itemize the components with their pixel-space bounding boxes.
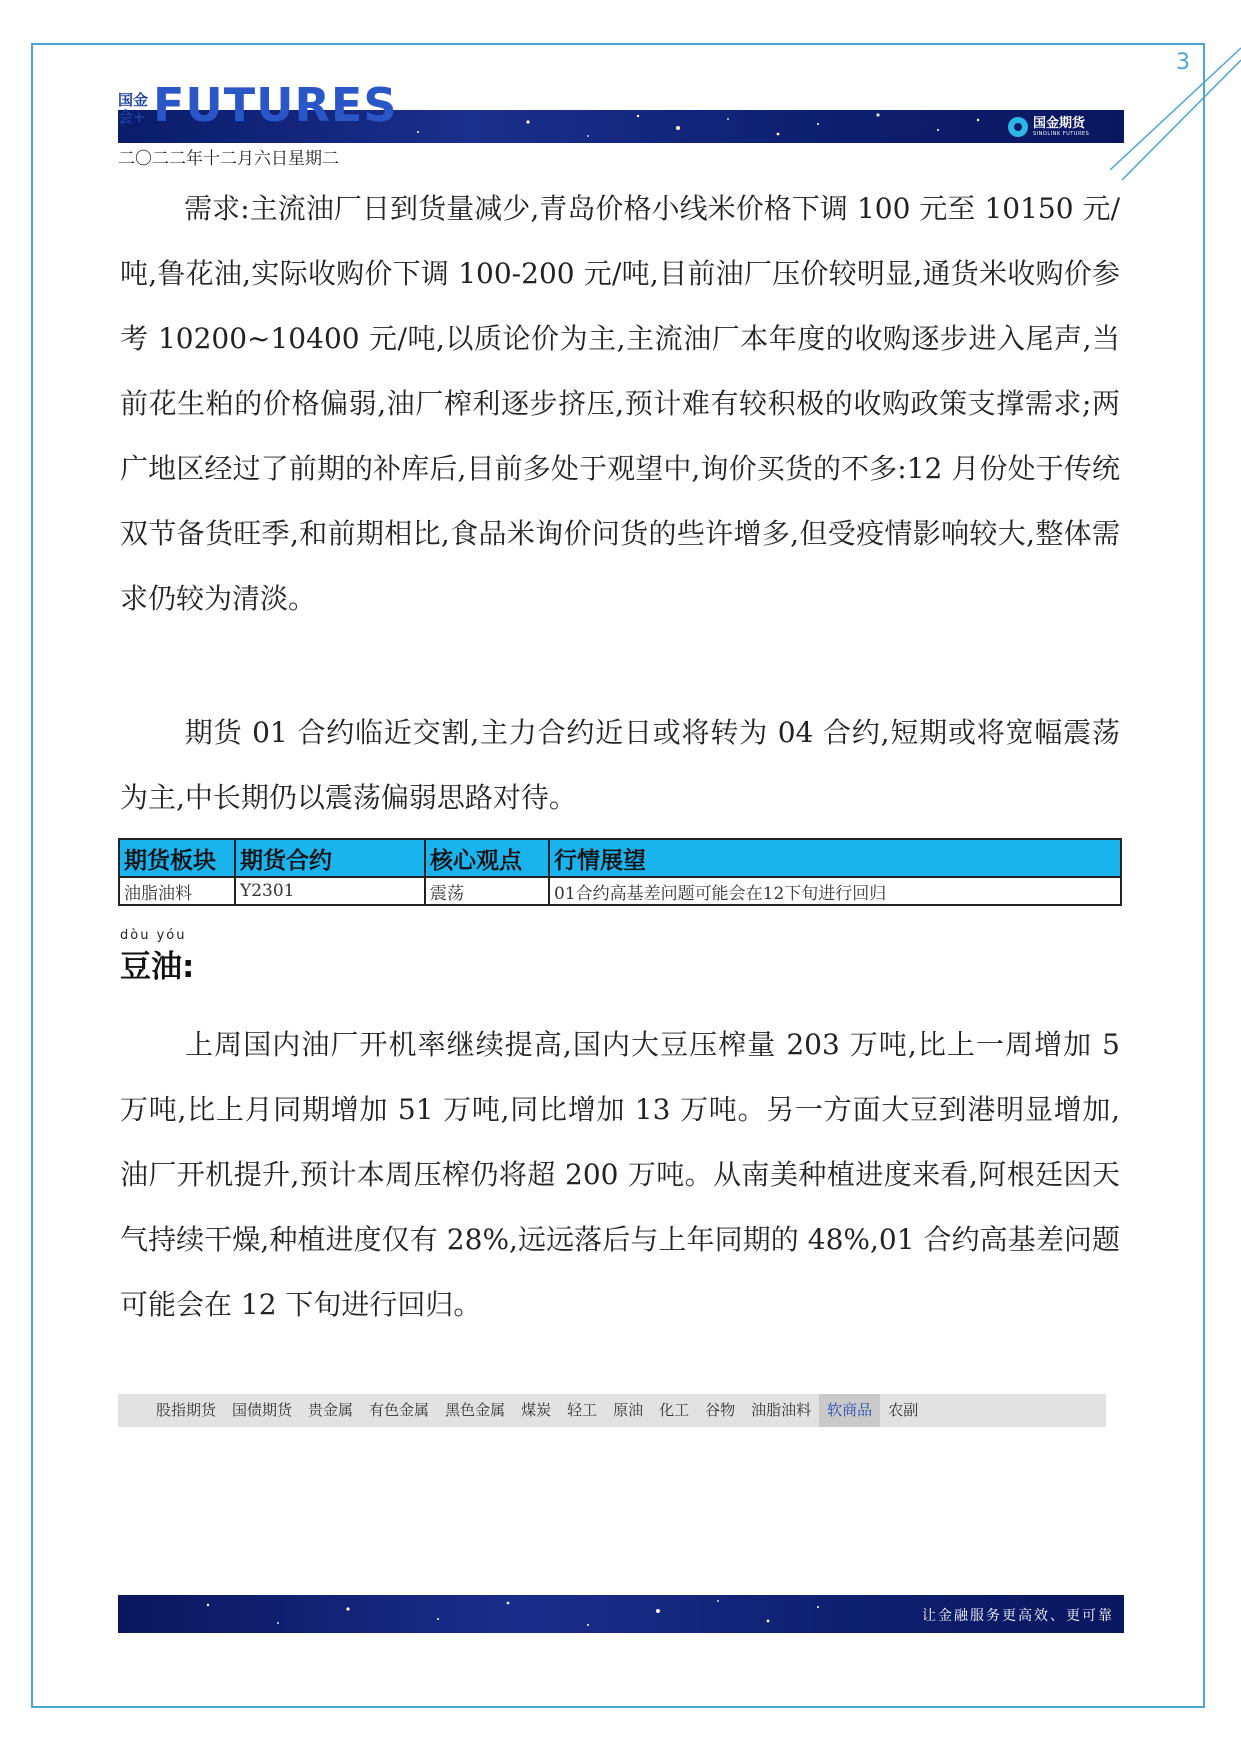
nav-item-active[interactable]: 软商品: [819, 1394, 880, 1427]
nav-item[interactable]: 有色金属: [369, 1401, 430, 1419]
table-row: [119, 877, 1121, 905]
brand-logo: [1008, 113, 1089, 141]
nav-item[interactable]: 贵金属: [308, 1401, 354, 1419]
nav-item[interactable]: 农副: [888, 1401, 919, 1419]
nav-item[interactable]: 黑色金属: [445, 1401, 506, 1419]
table-header-outlook: 行情展望: [549, 839, 1121, 877]
table-cell-sector: 油脂油料: [119, 877, 235, 905]
logo-futures-wordmark: FUTURES: [153, 78, 398, 132]
report-date: 二〇二二年十二月六日星期二: [118, 149, 339, 169]
soybean-oil-section-heading: [120, 928, 194, 986]
brand-name-en: SINOLINK FUTURES: [1033, 131, 1090, 137]
brand-name-cn: 国金期货: [1033, 116, 1086, 131]
demand-text: 需求:主流油厂日到货量减少,青岛价格小线米价格下调 100 元至 10150 元/吨,鲁花油,实际收购价下调 100-200 元/吨,目前油厂压价较明显,通货米收购价参考 10200~10400 元/吨,以质论价为主,主流油厂本年度的收购逐步进入尾声,当前花生粕的价格偏弱,油厂榨利逐步挤压,预计难有较积极的收购政策支撑需求;两广地区经过了前期的补库后,目前多处于观望中,询价买货的不多:12 月份处于传统双节备货旺季,和前期相比,食品米询价问货的些许增多,但受疫情影响较大,整体需求仍较为清淡。: [120, 192, 1120, 615]
table-header-view: 核心观点: [425, 839, 549, 877]
nav-item[interactable]: 国债期货: [232, 1401, 293, 1419]
table-header-row: [119, 839, 1121, 877]
section-title: 豆油:: [120, 949, 195, 985]
page-number: 3: [1176, 50, 1190, 75]
logo-chinese: 国金会+: [118, 91, 149, 126]
futures-text: 期货 01 合约临近交割,主力合约近日或将转为 04 合约,短期或将宽幅震荡为主,中长期仍以震荡偏弱思路对待。: [120, 716, 1120, 814]
nav-item[interactable]: 化工: [659, 1401, 690, 1419]
nav-item[interactable]: 原油: [613, 1401, 644, 1419]
futures-paragraph: [120, 700, 1120, 830]
category-nav: [118, 1394, 1106, 1427]
nav-item[interactable]: 股指期货: [156, 1401, 217, 1419]
brand-circle-icon: [1008, 117, 1028, 137]
soy-text: 上周国内油厂开机率继续提高,国内大豆压榨量 203 万吨,比上一周增加 5 万吨,比上月同期增加 51 万吨,同比增加 13 万吨。另一方面大豆到港明显增加,油厂开机提升,预计本周压榨仍将超 200 万吨。从南美种植进度来看,阿根廷因天气持续干燥,种植进度仅有 28%,远远落后与上年同期的 48%,01 合约高基差问题可能会在 12 下旬进行回归。: [120, 1028, 1120, 1321]
table-cell-view: 震荡: [425, 877, 549, 905]
footer-banner: [118, 1595, 1124, 1633]
nav-item[interactable]: 煤炭: [521, 1401, 552, 1419]
table-cell-outlook: 01合约高基差问题可能会在12下旬进行回归: [549, 877, 1121, 905]
table-header-contract: 期货合约: [235, 839, 425, 877]
table-cell-contract: Y2301: [235, 877, 425, 905]
nav-item[interactable]: 轻工: [567, 1401, 598, 1419]
nav-item[interactable]: 谷物: [705, 1401, 736, 1419]
corner-decoration: [1110, 40, 1241, 180]
section-pinyin: dòu yóu: [120, 928, 187, 943]
nav-item[interactable]: 油脂油料: [751, 1401, 812, 1419]
table-header-sector: 期货板块: [119, 839, 235, 877]
demand-paragraph: [120, 176, 1120, 631]
outlook-table: [118, 838, 1122, 906]
soy-paragraph: [120, 1012, 1120, 1337]
footer-slogan: 让金融服务更高效、更可靠: [922, 1608, 1114, 1624]
